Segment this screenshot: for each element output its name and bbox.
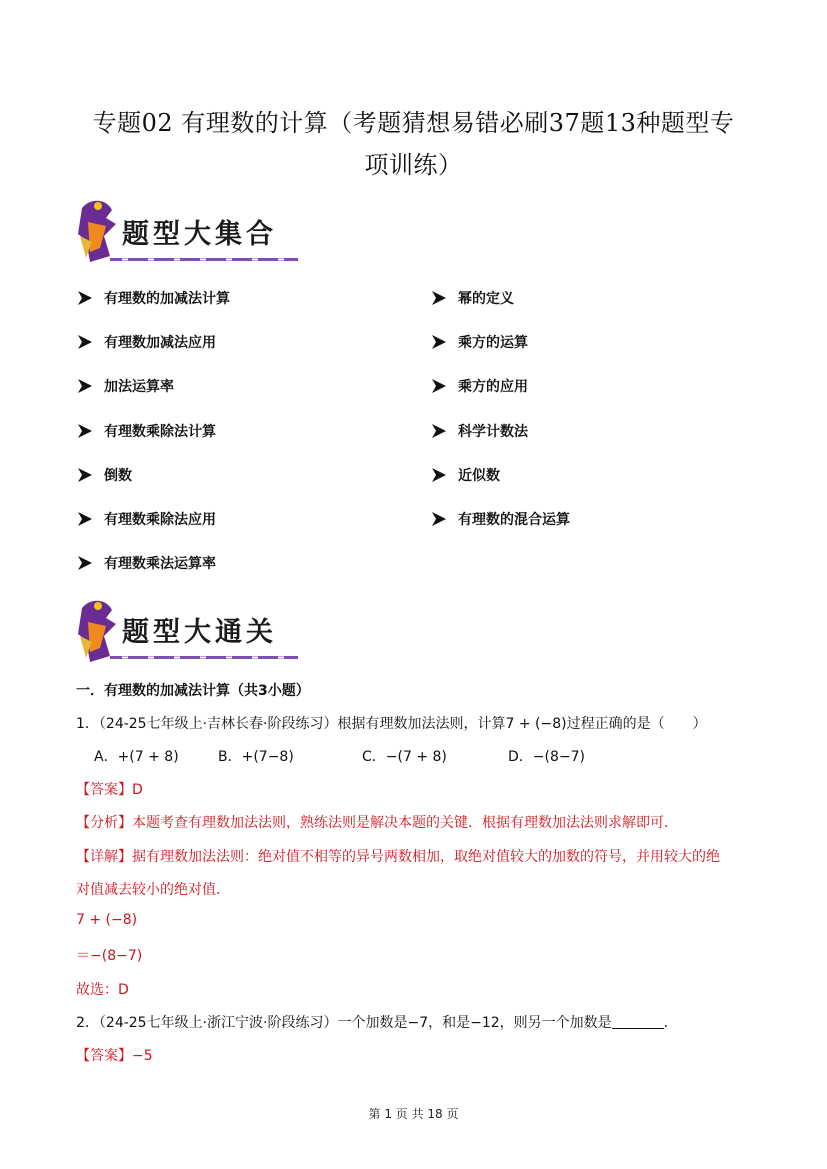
document-title	[60, 102, 767, 186]
toc-item	[76, 419, 216, 443]
question-2-answer	[76, 1045, 153, 1065]
question-1-step-2: ＝−(8−7)	[76, 948, 143, 964]
toc-item-label: 加法运算率	[104, 379, 174, 396]
arrowhead-icon	[76, 466, 94, 484]
arrowhead-icon	[430, 510, 448, 528]
question-1-option-a: A．+(7 + 8)	[94, 749, 179, 765]
toc-item	[76, 330, 216, 354]
toc-item	[430, 374, 528, 398]
banner-collection-label: 题型大集合	[122, 219, 277, 250]
banner-collection	[76, 196, 304, 268]
toc-item	[430, 463, 500, 487]
toc-item-label: 倒数	[104, 467, 132, 484]
arrowhead-icon	[76, 510, 94, 528]
arrowhead-icon	[76, 422, 94, 440]
toc-item	[76, 551, 216, 575]
arrowhead-icon	[76, 554, 94, 572]
toc-item-label: 有理数的加减法计算	[104, 291, 230, 307]
toc-item-label: 有理数的混合运算	[458, 512, 570, 528]
question-1-stem: 1．（24-25七年级上·吉林长春·阶段练习）根据有理数加法法则，计算7 + (−8)过程正确的是（ ）	[76, 716, 707, 732]
toc-item	[430, 286, 514, 310]
toc-item-label: 幂的定义	[458, 291, 514, 307]
toc-item	[76, 286, 230, 310]
toc-item	[76, 374, 174, 398]
answer-blank	[612, 1014, 664, 1029]
arrowhead-icon	[430, 422, 448, 440]
toc-item-label: 有理数乘除法应用	[104, 512, 216, 528]
title-line-1: 专题02 有理数的计算（考题猜想易错必刷37题13种题型专	[92, 109, 735, 137]
toc-item	[430, 330, 528, 354]
answer-value: −5	[132, 1048, 153, 1064]
section-heading: 一．有理数的加减法计算（共3小题）	[76, 683, 310, 699]
arrowhead-icon	[430, 333, 448, 351]
question-1-option-b: B．+(7−8)	[218, 749, 294, 765]
question-2-stem	[76, 1012, 678, 1032]
question-1-choose	[76, 979, 129, 999]
toc-item-label: 有理数乘法运算率	[104, 556, 216, 573]
question-1-option-d: D．−(8−7)	[508, 749, 585, 765]
arrowhead-icon	[76, 377, 94, 395]
toc-item-label: 近似数	[458, 467, 500, 484]
page-footer: 第 1 页 共 18 页	[368, 1107, 459, 1121]
banner-pass-label: 题型大通关	[122, 617, 277, 648]
arrowhead-icon	[430, 289, 448, 307]
toc-item-label: 有理数加减法应用	[104, 335, 216, 352]
question-1-answer: 【答案】D	[76, 782, 143, 798]
arrowhead-icon	[430, 466, 448, 484]
question-1-detail-line-1: 【详解】据有理数加法法则：绝对值不相等的异号两数相加，取绝对值较大的加数的符号，并用较大的绝	[76, 849, 720, 865]
arrowhead-icon	[430, 377, 448, 395]
toc-item	[76, 463, 132, 487]
toc-item	[430, 507, 570, 531]
arrowhead-icon	[76, 333, 94, 351]
answer-label: 【答案】	[76, 1048, 132, 1064]
question-1-detail-line-2: 对值减去较小的绝对值．	[76, 882, 230, 898]
question-1-option-c: C．−(7 + 8)	[362, 749, 447, 765]
choose-label: 故选：	[76, 982, 118, 998]
toc-item-label: 乘方的应用	[458, 379, 528, 396]
toc-item-label: 有理数乘除法计算	[104, 423, 216, 440]
toc-item	[430, 419, 528, 443]
question-1-analysis: 【分析】本题考查有理数加法法则，熟练法则是解决本题的关键．根据有理数加法法则求解即可．	[76, 815, 678, 831]
toc-item-label: 乘方的运算	[458, 335, 528, 352]
question-2-stem-text: 2．（24-25七年级上·浙江宁波·阶段练习）一个加数是−7，和是−12，则另一个加数是	[76, 1015, 612, 1031]
question-1-step-1: 7 + (−8)	[76, 912, 138, 928]
toc-item-label: 科学计数法	[458, 423, 528, 440]
banner-pass	[76, 596, 304, 668]
question-2-stem-end: ．	[663, 1015, 678, 1031]
choose-value: D	[118, 982, 129, 998]
arrowhead-icon	[76, 289, 94, 307]
title-line-2: 项训练）	[364, 151, 463, 179]
toc-item	[76, 507, 216, 531]
